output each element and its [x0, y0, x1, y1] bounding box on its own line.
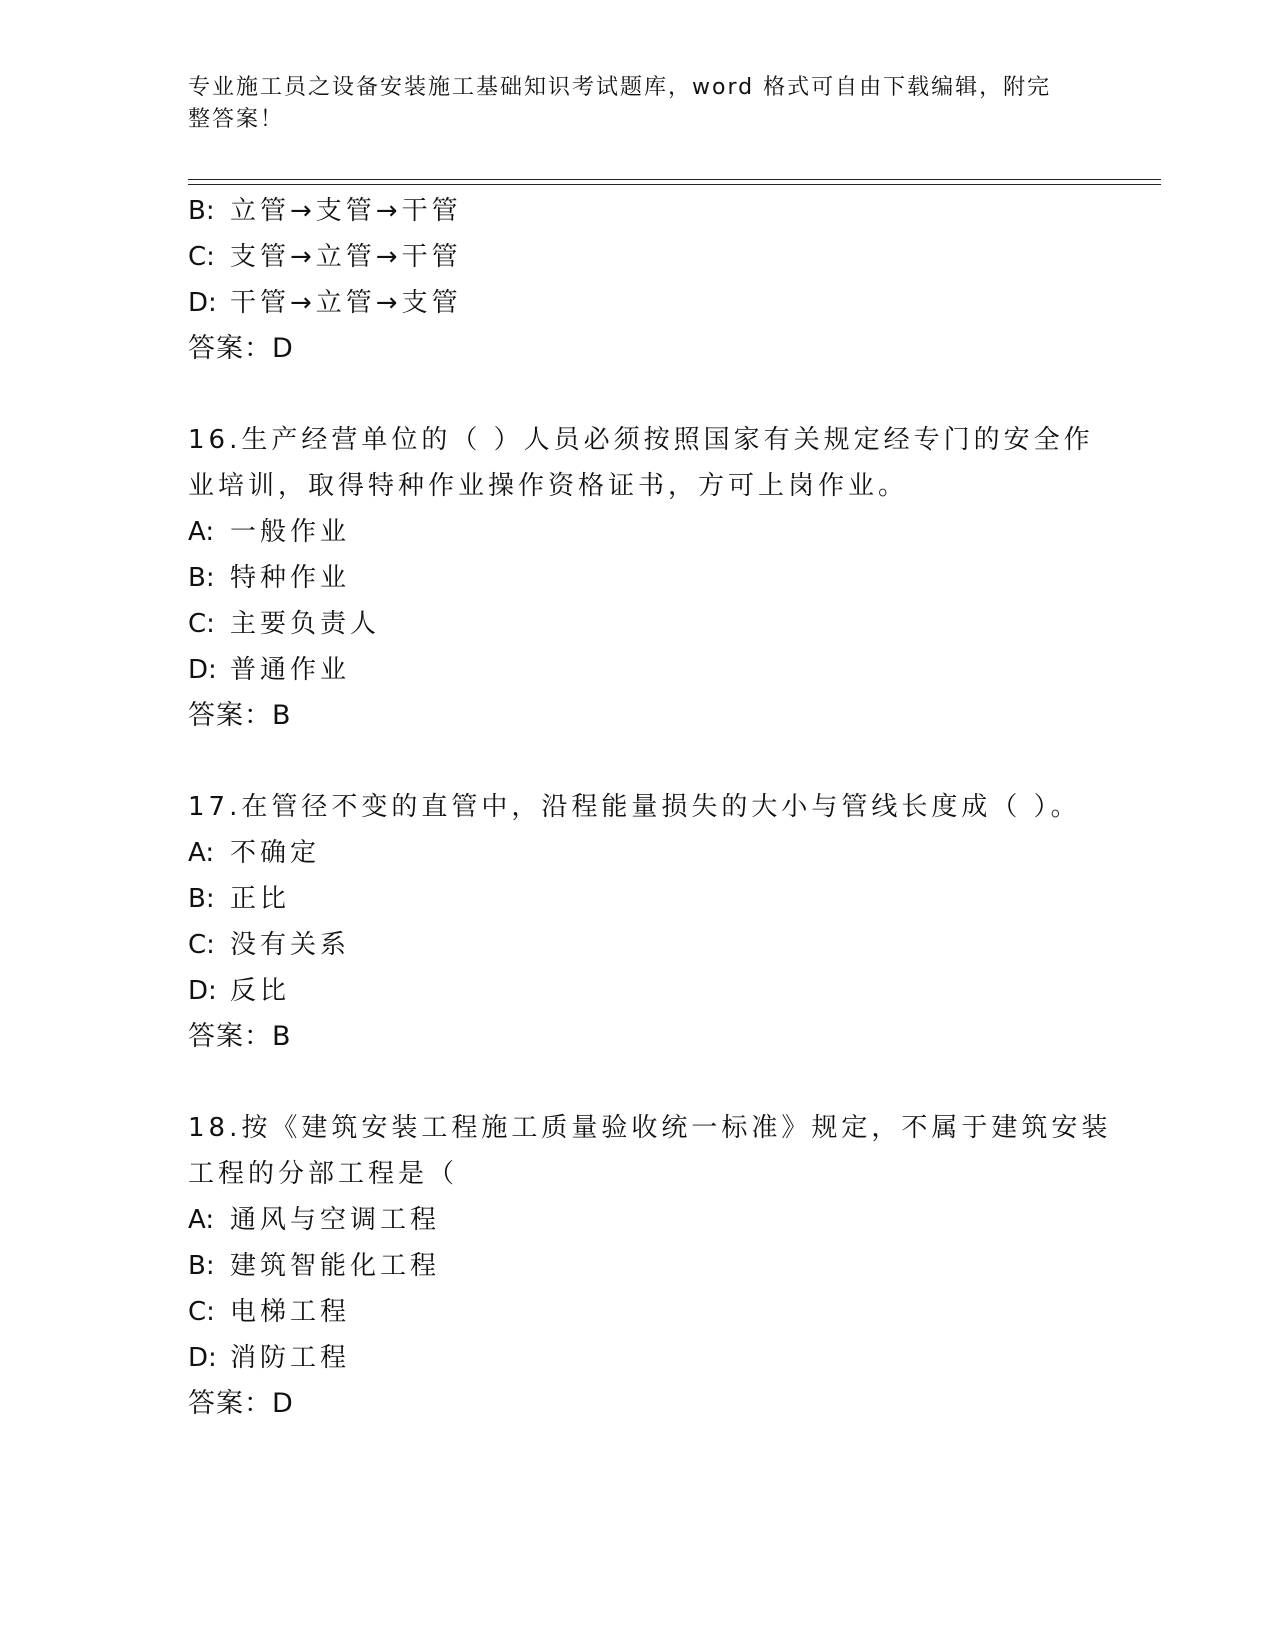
spacer	[188, 1060, 1088, 1105]
answer-line: 答案：D	[188, 333, 294, 364]
option-label: D:	[188, 976, 217, 1006]
option-label: B:	[188, 1251, 215, 1281]
option-c	[188, 1289, 1088, 1335]
option-text: 普通作业	[230, 655, 351, 685]
option-c	[188, 601, 1088, 647]
option-label: A:	[188, 1205, 215, 1235]
option-label: C:	[188, 609, 215, 639]
option-text: 干管→立管→支管	[230, 288, 462, 318]
option-text: 通风与空调工程	[230, 1205, 441, 1235]
option-d	[188, 968, 1088, 1014]
answer-line: 答案：D	[188, 1388, 294, 1419]
question-stem-line-2: 业培训，取得特种作业操作资格证书，方可上岗作业。	[188, 471, 909, 501]
option-text: 不确定	[230, 838, 321, 868]
option-text: 没有关系	[230, 930, 351, 960]
option-a	[188, 1197, 1088, 1243]
document-header	[188, 72, 1068, 136]
option-label: B:	[188, 563, 215, 593]
option-label: C:	[188, 1297, 215, 1327]
option-b	[188, 555, 1088, 601]
spacer	[188, 739, 1088, 784]
option-label: A:	[188, 517, 215, 547]
header-line-1: 专业施工员之设备安装施工基础知识考试题库，word 格式可自由下载编辑，附完	[188, 75, 1052, 100]
option-b	[188, 1243, 1088, 1289]
option-d	[188, 647, 1088, 693]
option-text: 特种作业	[230, 563, 351, 593]
answer-line: 答案：B	[188, 700, 292, 731]
option-d	[188, 1335, 1088, 1381]
option-label: C:	[188, 242, 215, 272]
option-b	[188, 876, 1088, 922]
answer-line: 答案：B	[188, 1021, 292, 1052]
option-label: B:	[188, 196, 215, 226]
question-16	[188, 417, 1094, 739]
option-text: 一般作业	[230, 517, 351, 547]
option-d	[188, 280, 1088, 326]
question-stem-line-1: 16.生产经营单位的（ ）人员必须按照国家有关规定经专门的安全作	[188, 425, 1094, 455]
option-label: D:	[188, 1343, 217, 1373]
option-label: C:	[188, 930, 215, 960]
option-a	[188, 509, 1088, 555]
option-text: 建筑智能化工程	[230, 1251, 441, 1281]
question-stem-line-2: 工程的分部工程是（	[188, 1159, 459, 1189]
option-c	[188, 234, 1088, 280]
question-18	[188, 1105, 1112, 1427]
header-divider-top	[188, 179, 1161, 180]
header-line-2: 整答案！	[188, 107, 285, 132]
option-label: D:	[188, 288, 217, 318]
question-17	[188, 784, 1088, 1060]
option-c	[188, 922, 1088, 968]
option-text: 主要负责人	[230, 609, 381, 639]
question-stem-line-1: 17.在管径不变的直管中，沿程能量损失的大小与管线长度成（ ）。	[188, 792, 1081, 822]
option-text: 立管→支管→干管	[230, 196, 462, 226]
header-divider-bottom	[188, 184, 1161, 185]
question-15-tail	[188, 188, 1088, 372]
option-text: 正比	[230, 884, 291, 914]
spacer	[188, 372, 1088, 417]
option-text: 电梯工程	[230, 1297, 351, 1327]
option-label: D:	[188, 655, 217, 685]
option-label: B:	[188, 884, 215, 914]
option-text: 反比	[230, 976, 291, 1006]
option-a	[188, 830, 1088, 876]
option-text: 消防工程	[230, 1343, 351, 1373]
option-label: A:	[188, 838, 215, 868]
question-stem-line-1: 18.按《建筑安装工程施工质量验收统一标准》规定，不属于建筑安装	[188, 1113, 1112, 1143]
question-content	[188, 188, 1112, 1427]
option-b	[188, 188, 1088, 234]
option-text: 支管→立管→干管	[230, 242, 462, 272]
